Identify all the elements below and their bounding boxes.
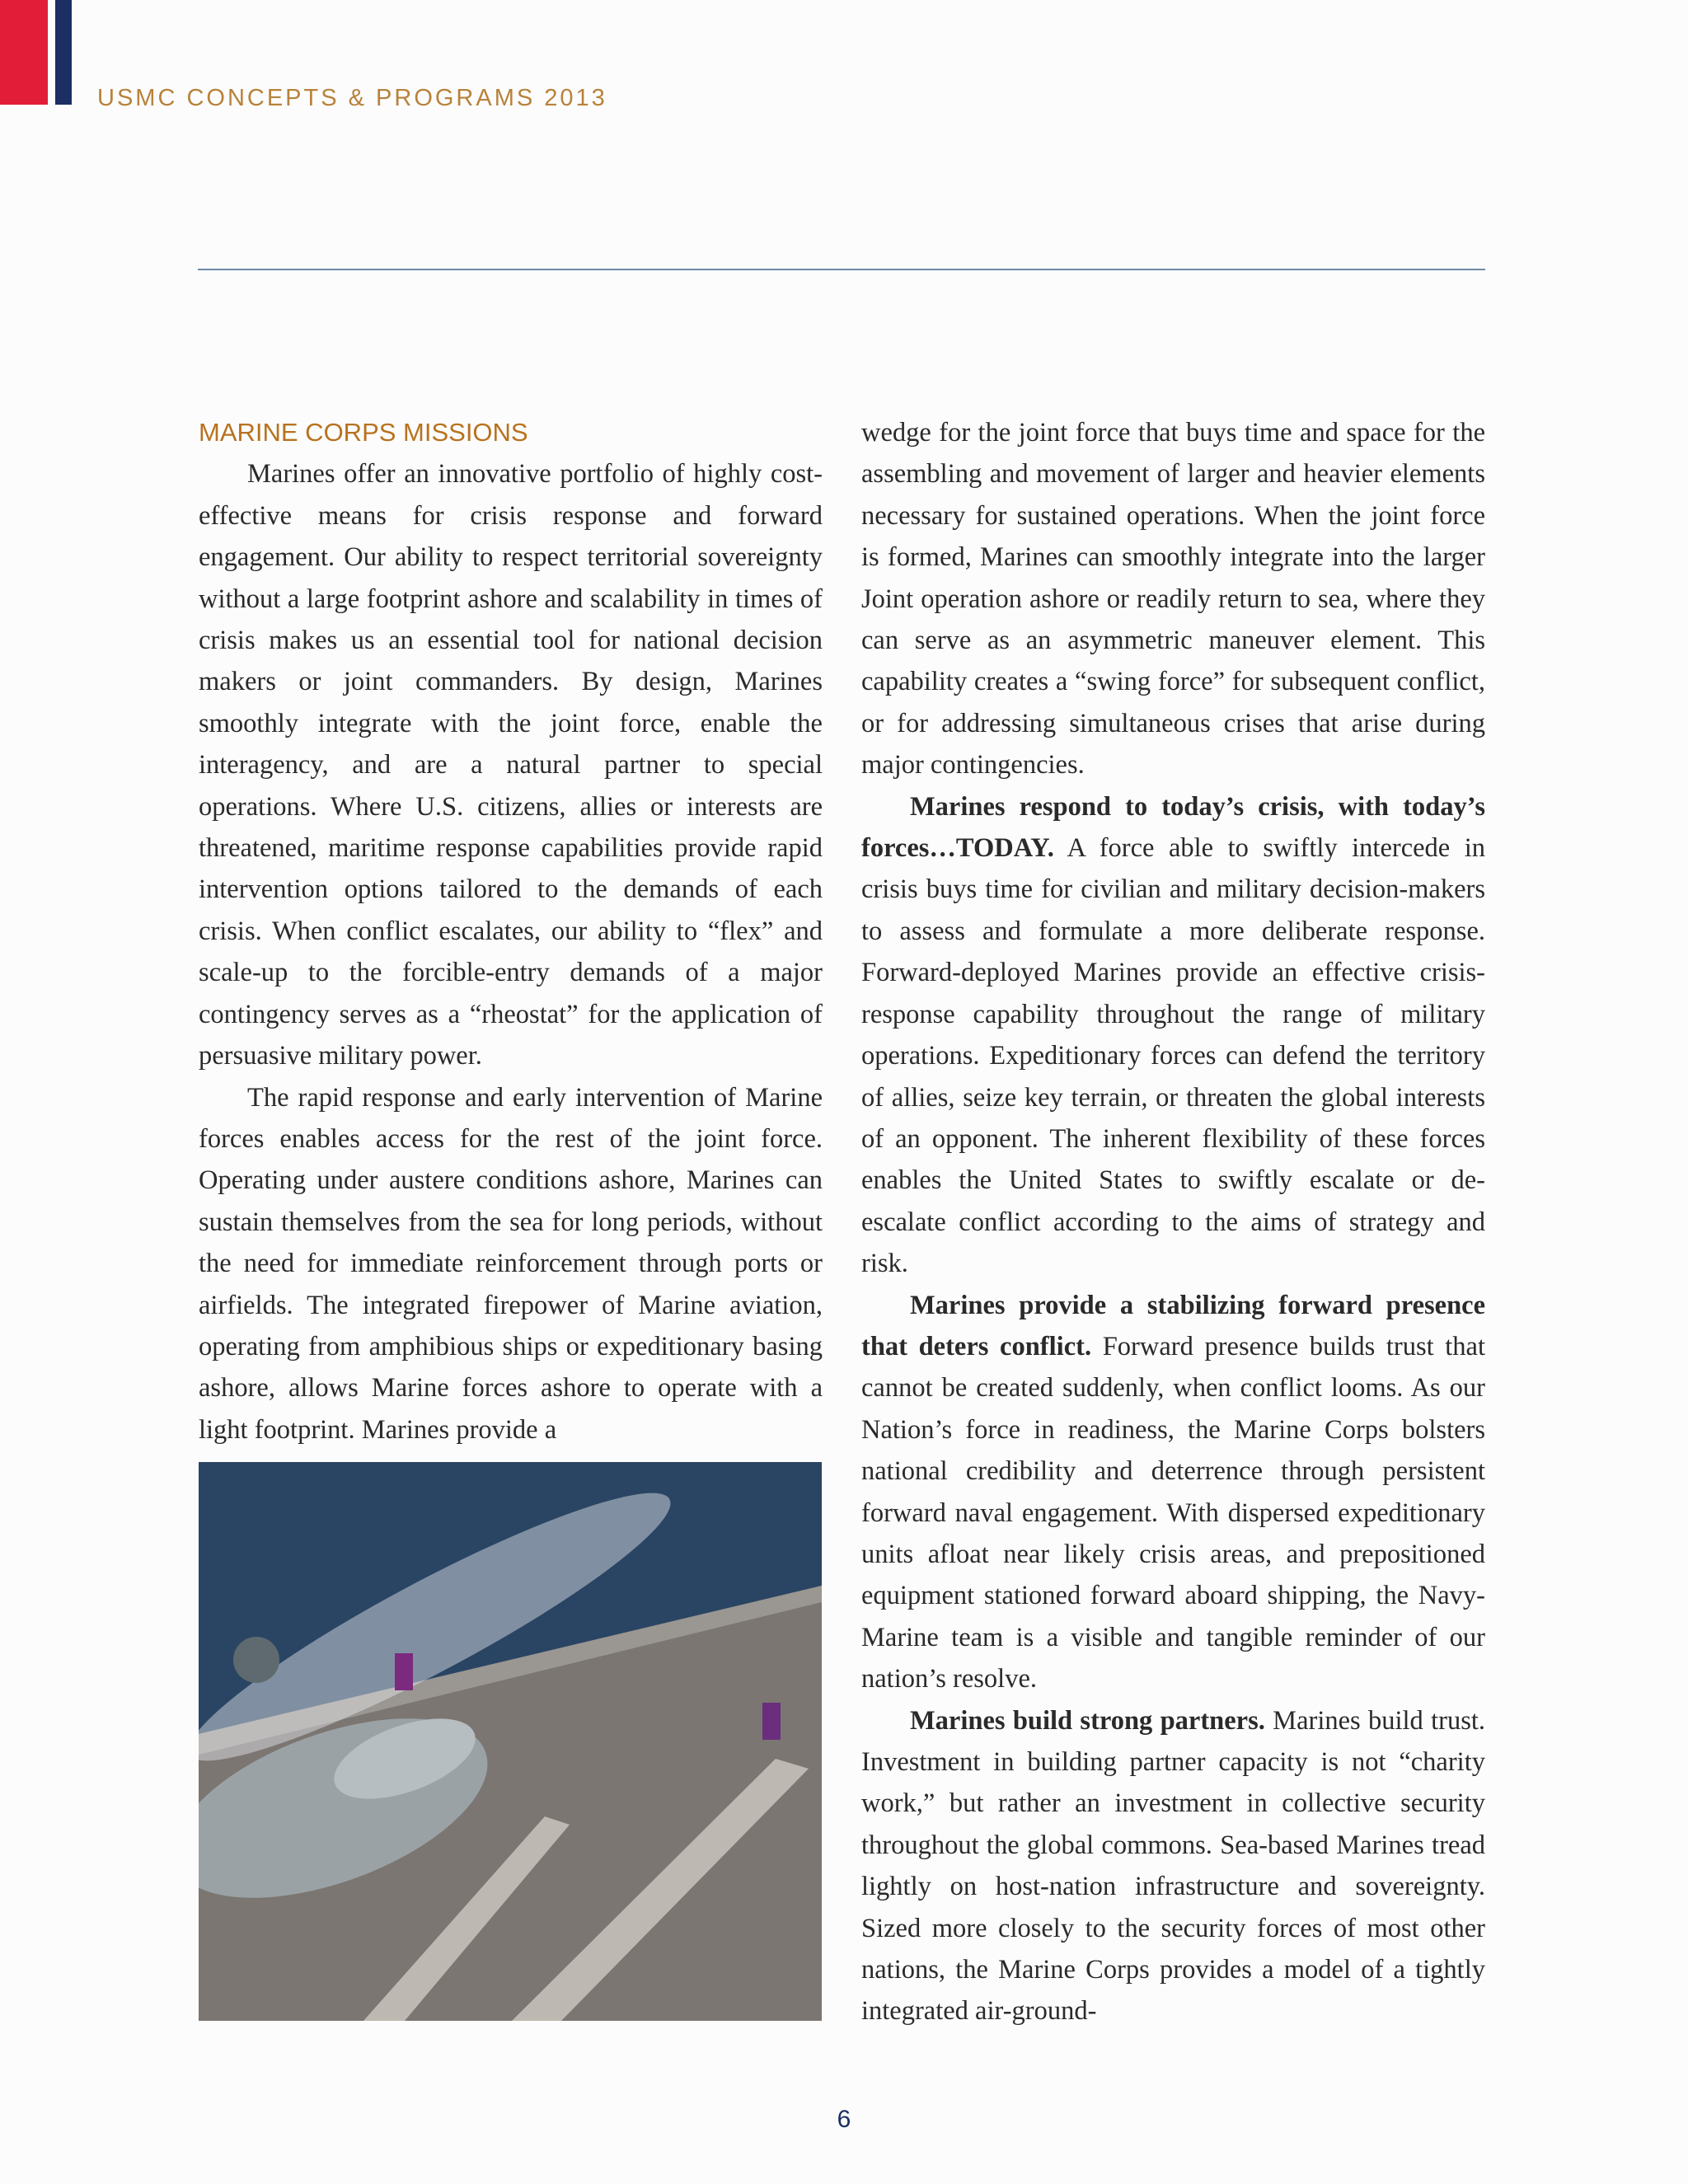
paragraph-continued: wedge for the joint force that buys time and space for the assembling and movement of larger and heavier elements necessary for sustained operations. When the joint force is formed, Marines can smoothly integrate into the larger Joint operation ashore or readily return to sea, where they can serve as an asymmetric maneuver element. This capability creates a “swing force” for subsequent conflict, or for addressing simultaneous crises that arise during major contingencies. [861,418,1485,780]
paragraph-1: Marines offer an innovative portfolio of highly cost-effective means for crisis response and forward engagement. Our ability to respect territorial sovereignty without a large footprint ashore and scalability in times of crisis makes us an essential tool for national decision makers or joint commanders. By design, Marines smoothly integrate with the joint force, enable the interagency, and are a natural partner to special operations. Where U.S. citizens, allies or interests are threatened, maritime response capabilities provide rapid intervention options tailored to the demands of each crisis. When conflict escalates, our ability to “flex” and scale-up to the forcible-entry demands of a major contingency serves as a “rheostat” for the application of persuasive military power. [199,459,823,1071]
header-rule [198,269,1485,270]
paragraph-3-lead: Marines respond to today’s crisis, with today’s forces…TODAY. [861,791,1485,864]
page-number: 6 [837,2106,851,2133]
right-column [861,412,1485,2032]
helicopter-deck-photo [199,1462,822,2021]
paragraph-4-body: Forward presence builds trust that cannot be created suddenly, when conflict looms. As our Nation’s force in readiness, the Marine Corps bolsters national credibility and deterrence through persistent forward naval engagement. With dispersed expeditionary units afloat near likely crisis areas, and prepositioned equipment stationed forward aboard shipping, the Navy-Marine team is a visible and tangible reminder of our nation’s resolve. [861,1331,1486,1694]
crew-member [395,1653,413,1690]
paragraph-4 [861,1285,1485,1700]
paragraph-2: The rapid response and early intervention of Marine forces enables access for the rest of the joint force. Operating under austere conditions ashore, Marines can sustain themselves from the sea for long periods, without the need for immediate reinforcement through ports or airfields. The integrated firepower of Marine aviation, operating from amphibious ships or expeditionary basing ashore, allows Marine forces ashore to operate with a light footprint. Marines provide a [199,1082,823,1445]
rotor-hub [233,1637,279,1683]
header-navy-bar [55,0,72,105]
header-red-bar [0,0,48,105]
paragraph-5 [861,1700,1485,2032]
paragraph-5-body: Marines build trust. Investment in building partner capacity is not “charity work,” but rather an investment in collective security throughout the global commons. Sea-based Marines tread lightly on host-nation infrastructure and sovereignty. Sized more closely to the security forces of most other nations, the Marine Corps provides a model of a tightly integrated air-ground- [861,1705,1485,2027]
paragraph-4-lead: Marines provide a stabilizing forward presence that deters conflict. [861,1290,1485,1361]
left-column [199,412,823,1451]
section-heading: MARINE CORPS MISSIONS [199,418,528,447]
paragraph-5-lead: Marines build strong partners. [910,1705,1265,1736]
paragraph-3-body: A force able to swiftly intercede in crisis buys time for civilian and military decision-makers to assess and formulate a more deliberate response. Forward-deployed Marines provide an effective crisis-response capability throughout the range of military operations. Expeditionary forces can defend the territory of allies, seize key terrain, or threaten the global interests of an opponent. The inherent flexibility of these forces enables the United States to swiftly escalate or de-escalate conflict according to the aims of strategy and risk. [861,833,1485,1279]
paragraph-3 [861,786,1485,1285]
crew-member [762,1703,781,1740]
photo-illustration [199,1462,822,2021]
running-head: USMC CONCEPTS & PROGRAMS 2013 [97,85,607,111]
